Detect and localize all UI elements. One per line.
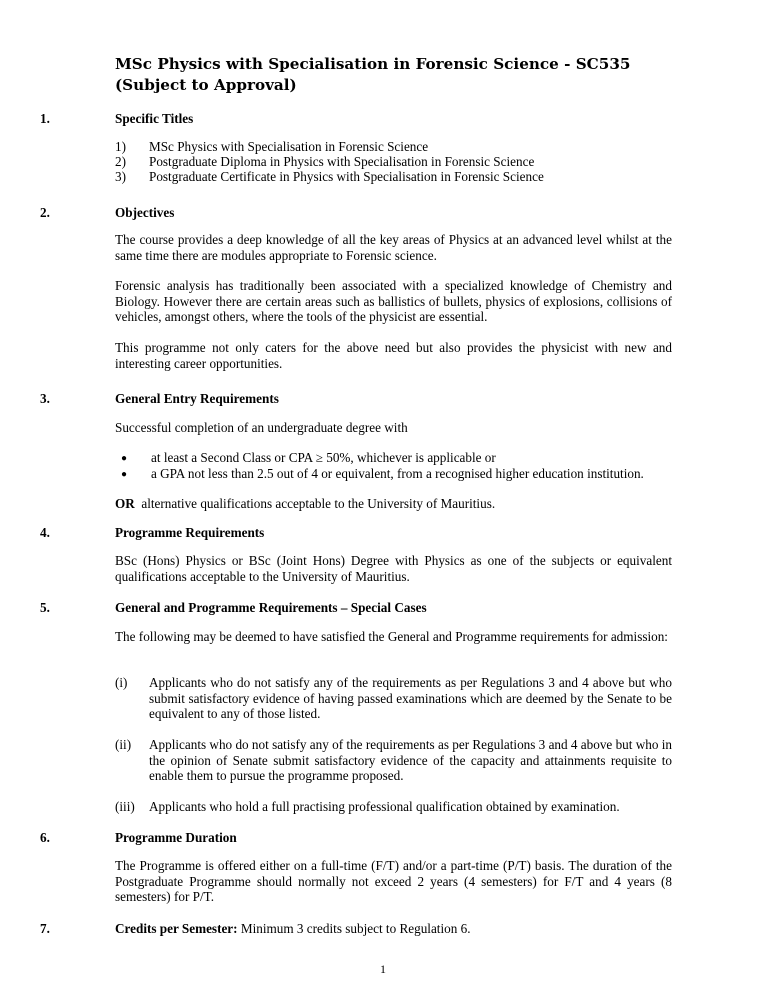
section-heading: Programme Duration (115, 830, 237, 845)
page-number: 1 (380, 962, 386, 976)
document-title: MSc Physics with Specialisation in Forensic Science - SC535 (Subject to Approval) (115, 55, 631, 94)
list-item-label: (iii) (115, 799, 135, 814)
list-item (115, 154, 534, 169)
bullet-item (121, 450, 496, 466)
section-heading: General Entry Requirements (115, 391, 279, 406)
or-paragraph (115, 496, 672, 512)
paragraph: The course provides a deep knowledge of all the key areas of Physics at an advanced level whilst at the same time there are modules appropriate to Forensic science. (115, 232, 672, 263)
section-heading: Specific Titles (115, 111, 194, 126)
list-item-label: (i) (115, 675, 128, 690)
list-item-text: Postgraduate Diploma in Physics with Specialisation in Forensic Science (149, 154, 535, 169)
bullet-text: at least a Second Class or CPA ≥ 50%, whichever is applicable or (151, 450, 496, 465)
or-label: OR (115, 496, 135, 511)
list-item-label: 2) (115, 154, 126, 169)
or-text: alternative qualifications acceptable to the University of Mauritius. (141, 496, 496, 511)
section-number: 1. (40, 111, 50, 126)
section-number: 2. (40, 205, 50, 220)
bullet-icon: ● (121, 469, 128, 480)
list-item-text: Applicants who do not satisfy any of the requirements as per Regulations 3 and 4 above but who submit satisfactory evidence of having passed examinations which are deemed by the Senate to be equivalent to any of those listed. (149, 675, 672, 722)
section-number: 7. (40, 921, 50, 936)
paragraph: Forensic analysis has traditionally been associated with a specialized knowledge of Chemistry and Biology. However there are certain areas such as ballistics of bullets, physics of explosions, collisions of vehicles, amongst others, where the tools of the physicist are essential. (115, 278, 672, 325)
paragraph: This programme not only caters for the above need but also provides the physicist with new and interesting career opportunities. (115, 340, 672, 371)
list-item (115, 169, 544, 184)
credits-line (115, 921, 471, 937)
credits-text: Minimum 3 credits subject to Regulation 6. (240, 921, 471, 936)
bullet-icon: ● (121, 453, 128, 464)
section-number: 4. (40, 525, 50, 540)
paragraph: The Programme is offered either on a full-time (F/T) and/or a part-time (P/T) basis. The duration of the Postgraduate Programme should normally not exceed 2 years (4 semesters) for F/T and 4 years (8 semesters) for P/T. (115, 858, 672, 905)
section-number: 6. (40, 830, 50, 845)
section-number: 3. (40, 391, 50, 406)
list-item (115, 139, 428, 154)
bullet-text: a GPA not less than 2.5 out of 4 or equivalent, from a recognised higher education institution. (151, 466, 644, 481)
list-item-text: Postgraduate Certificate in Physics with Specialisation in Forensic Science (149, 169, 544, 184)
list-item-label: 3) (115, 169, 126, 184)
section-heading: Credits per Semester: (115, 921, 238, 936)
section-heading: General and Programme Requirements – Special Cases (115, 600, 427, 615)
list-item-text: MSc Physics with Specialisation in Forensic Science (149, 139, 429, 154)
paragraph: Successful completion of an undergraduate degree with (115, 420, 408, 435)
section-heading: Objectives (115, 205, 175, 220)
list-item-label: (ii) (115, 737, 132, 752)
section-heading: Programme Requirements (115, 525, 265, 540)
section-number: 5. (40, 600, 50, 615)
bullet-item (121, 466, 644, 482)
paragraph: BSc (Hons) Physics or BSc (Joint Hons) Degree with Physics as one of the subjects or equivalent qualifications acceptable to the University of Mauritius. (115, 553, 672, 584)
list-item-text: Applicants who do not satisfy any of the requirements as per Regulations 3 and 4 above but who in the opinion of Senate submit satisfactory evidence of the capacity and attainments requisite to enable them to pursue the programme proposed. (149, 737, 672, 784)
list-item-text: Applicants who hold a full practising professional qualification obtained by examination. (149, 799, 620, 814)
paragraph: The following may be deemed to have satisfied the General and Programme requirements for admission: (115, 629, 668, 644)
list-item-label: 1) (115, 139, 126, 154)
